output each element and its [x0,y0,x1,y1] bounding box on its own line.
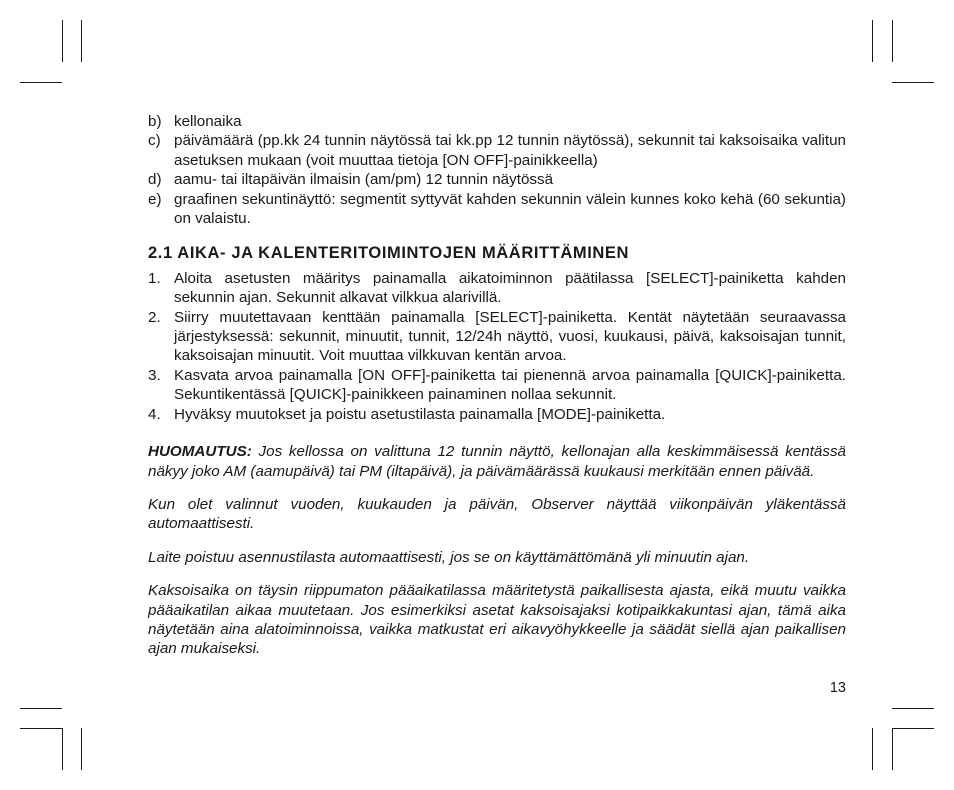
list-item-text: aamu- tai iltapäivän ilmaisin (am/pm) 12 tunnin näytössä [174,171,554,189]
note-label: HUOMAUTUS: [148,443,252,461]
crop-mark [872,20,873,62]
crop-mark [62,728,63,770]
crop-mark [892,728,934,729]
step-number: 1. [148,269,161,287]
crop-mark [872,728,873,770]
section-heading: 2.1 AIKA- JA KALENTERITOIMINTOJEN MÄÄRITTÄMINEN [148,244,630,263]
step-item [148,269,846,308]
list-item [148,131,846,170]
step-number: 3. [148,366,161,384]
crop-mark [892,708,934,709]
crop-mark [20,82,62,83]
step-number: 4. [148,405,161,423]
list-item-text: graafinen sekuntinäyttö: segmentit syttyvät kahden sekunnin välein kunnes koko kehä (60 sekuntia) on valaistu. [174,190,846,228]
italic-paragraph: Laite poistuu asennustilasta automaattisesti, jos se on käyttämättömänä yli minuutin ajan. [148,548,750,566]
crop-mark [892,20,893,62]
crop-mark [81,728,82,770]
crop-mark [20,728,62,729]
step-item [148,308,846,366]
list-item [148,190,846,229]
step-text: Aloita asetusten määritys painamalla aikatoiminnon päätilassa [SELECT]-painiketta kahden sekunnin ajan. Sekunnit alkavat vilkkua alarivillä. [174,269,846,307]
steps-list [148,269,846,424]
note-paragraph [148,442,846,481]
page-number: 13 [829,680,846,696]
italic-paragraph: Kaksoisaika on täysin riippumaton pääaikatilassa määritetystä paikallisesta ajasta, eikä muutu vaikka pääaikatilan aikaa muutetaan. Jos esimerkiksi asetat kaksoisajaksi kotipaikkakuntasi ajan, tämä aika näytetään aina alatoiminnoissa, vaikka matkustat eri aikavyöhykkeelle ja säädät siellä ajan paikallisen ajan mukaiseksi. [148,582,846,658]
list-item-text: päivämäärä (pp.kk 24 tunnin näytössä tai kk.pp 12 tunnin näytössä), sekunnit tai kaksoisaika valitun asetuksen mukaan (voit muuttaa tietoja [ON OFF]-painikkeella) [174,132,846,169]
crop-mark [892,82,934,83]
crop-mark [892,728,893,770]
step-number: 2. [148,308,161,326]
step-item [148,405,846,424]
note-text: Jos kellossa on valittuna 12 tunnin näyttö, kellonajan alla keskimmäisessä kentässä näkyy joko AM (aamupäivä) tai PM (iltapäivä), ja päivämäärässä kuukausi merkitään ennen päivää. [148,443,846,480]
crop-mark [81,20,82,62]
display-elements-list [148,112,846,228]
crop-mark [20,708,62,709]
step-text: Hyväksy muutokset ja poistu asetustilasta painamalla [MODE]-painiketta. [174,405,666,423]
step-item [148,366,846,405]
crop-mark [62,20,63,62]
italic-paragraph: Kun olet valinnut vuoden, kuukauden ja päivän, Observer näyttää viikonpäivän yläkentässä automaattisesti. [148,495,846,533]
list-item [148,112,846,131]
page-content [148,112,846,659]
list-marker: d) [148,171,162,189]
list-marker: b) [148,113,162,130]
list-item [148,170,846,189]
list-marker: e) [148,190,162,208]
step-text: Siirry muutettavaan kenttään painamalla [SELECT]-painiketta. Kentät näytetään seuraavassa järjestyksessä: sekunnit, minuutit, tunnit, 12/24h näyttö, vuosi, kuukausi, päivä, kaksoisajan tunnit, kaksoisajan minuutit. Voit muuttaa vilkkuvan kentän arvoa. [174,308,846,365]
list-marker: c) [148,132,161,150]
step-text: Kasvata arvoa painamalla [ON OFF]-painiketta tai pienennä arvoa painamalla [QUICK]-painiketta. Sekuntikentässä [QUICK]-painikkeen painaminen nollaa sekunnit. [174,366,846,404]
list-item-text: kellonaika [174,113,242,130]
